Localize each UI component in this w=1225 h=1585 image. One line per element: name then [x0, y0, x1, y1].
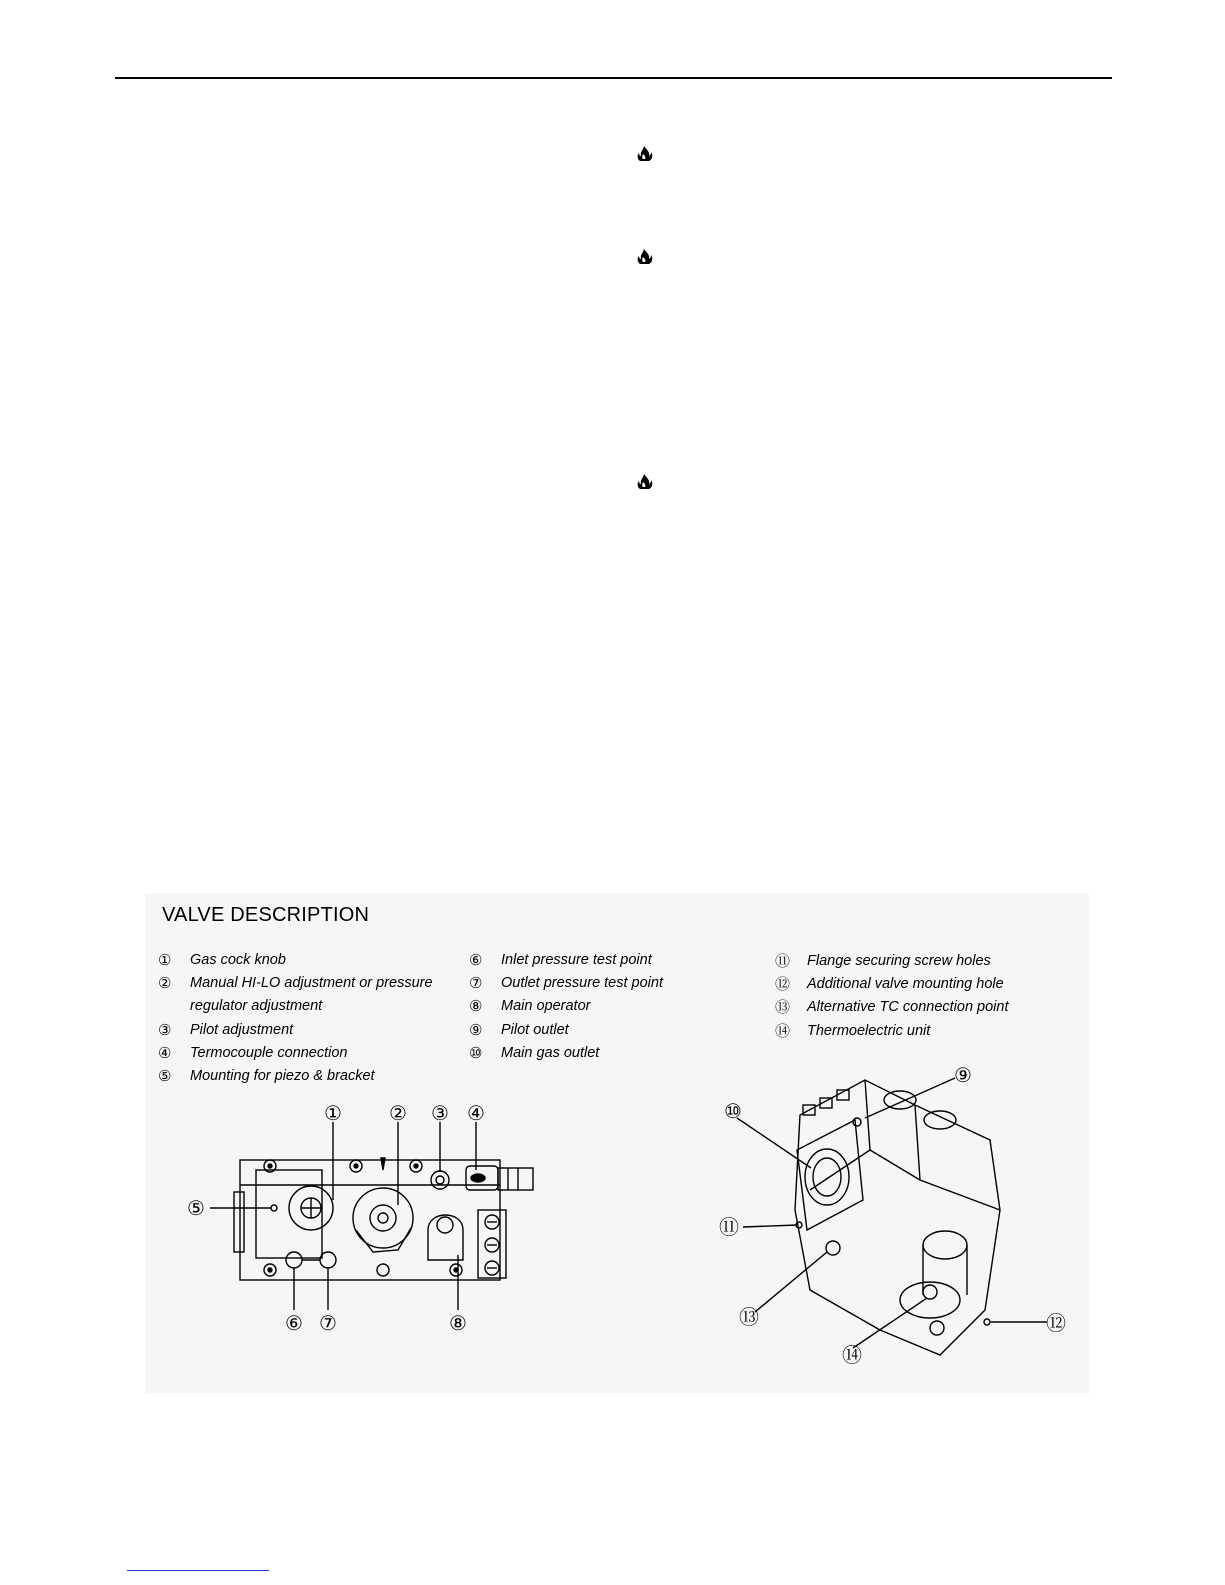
legend-number: ② [158, 975, 172, 993]
gas-cock-housing [256, 1170, 322, 1258]
legend-item [469, 1042, 663, 1065]
callout-2: ② [389, 1101, 407, 1125]
flange [797, 1120, 863, 1230]
legend-label: Pilot adjustment [190, 1021, 294, 1038]
valve-iso-diagram [715, 1060, 1085, 1380]
thermoelectric-unit [900, 1282, 960, 1318]
callout-11: ⑪ [719, 1215, 739, 1239]
legend-number: ⑥ [469, 952, 483, 969]
legend-number: ⑩ [469, 1044, 483, 1062]
legend-column-1 [158, 949, 433, 1088]
callout-9: ⑨ [954, 1063, 972, 1087]
valve-front-diagram [178, 1100, 558, 1340]
section-title: VALVE DESCRIPTION [162, 904, 370, 926]
inlet-test-point [286, 1252, 302, 1268]
callout-1: ① [324, 1101, 342, 1125]
callout-3: ③ [431, 1101, 449, 1125]
legend-number: ⑦ [469, 975, 483, 993]
legend-column-3 [775, 950, 1009, 1043]
legend-item [158, 1042, 433, 1065]
legend-label: Flange securing screw holes [807, 953, 991, 969]
legend-item [775, 950, 1009, 973]
legend-item [469, 949, 663, 972]
legend-label: Inlet pressure test point [501, 952, 652, 968]
legend-number: ⑧ [469, 998, 483, 1016]
legend-label: Outlet pressure test point [501, 975, 663, 992]
callout-12: ⑫ [1046, 1311, 1066, 1335]
legend-item [469, 995, 663, 1018]
legend-number: ① [158, 952, 172, 969]
legend-number: ⑤ [158, 1068, 172, 1086]
legend-number: ④ [158, 1044, 172, 1062]
legend-label: Main operator [501, 998, 591, 1015]
legend-label: Gas cock knob [190, 952, 286, 968]
legend-number: ③ [158, 1021, 172, 1039]
legend-label: Manual HI-LO adjustment or pressure [190, 975, 433, 992]
legend-item [469, 972, 663, 995]
pilot-outlet [853, 1118, 861, 1126]
legend-column-2 [469, 949, 663, 1065]
legend-number: ⑫ [775, 976, 791, 994]
legend-item [469, 1019, 663, 1042]
legend-label: Main gas outlet [501, 1044, 600, 1061]
callout-7: ⑦ [319, 1311, 337, 1335]
callout-13: ⑬ [739, 1305, 759, 1329]
legend-label: Thermoelectric unit [807, 1022, 931, 1039]
legend-label: Additional valve mounting hole [807, 976, 1004, 993]
legend-item [158, 949, 433, 972]
legend-number: ⑪ [775, 953, 791, 970]
flame-icon [636, 248, 654, 266]
callout-4: ④ [467, 1101, 485, 1125]
legend-number: ⑨ [469, 1021, 483, 1039]
flame-icon [636, 473, 654, 491]
callout-10: ⑩ [724, 1099, 742, 1123]
legend-label: Alternative TC connection point [807, 999, 1009, 1016]
legend-item [158, 972, 433, 995]
legend-item [775, 1020, 1009, 1043]
flame-icon [636, 145, 654, 163]
legend-item [158, 1065, 433, 1088]
legend-item-continuation [158, 995, 433, 1018]
legend-label: regulator adjustment [190, 998, 323, 1015]
callout-14: ⑭ [842, 1343, 862, 1367]
legend-item [158, 1019, 433, 1042]
legend-item [775, 973, 1009, 996]
valve-block [795, 1080, 1000, 1355]
legend-label: Mounting for piezo & bracket [190, 1068, 375, 1085]
callout-5: ⑤ [187, 1196, 205, 1220]
header-rule [115, 77, 1112, 79]
callout-8: ⑧ [449, 1311, 467, 1335]
legend-number: ⑭ [775, 1022, 791, 1040]
footnote-separator [127, 1570, 269, 1571]
pilot-adjustment [431, 1171, 449, 1189]
legend-label: Pilot outlet [501, 1021, 569, 1038]
main-operator [428, 1215, 463, 1260]
legend-label: Termocouple connection [190, 1044, 348, 1061]
outlet-test-point [320, 1252, 336, 1268]
legend-number: ⑬ [775, 999, 791, 1017]
callout-6: ⑥ [285, 1311, 303, 1335]
alt-tc-point [826, 1241, 840, 1255]
legend-item [775, 996, 1009, 1019]
